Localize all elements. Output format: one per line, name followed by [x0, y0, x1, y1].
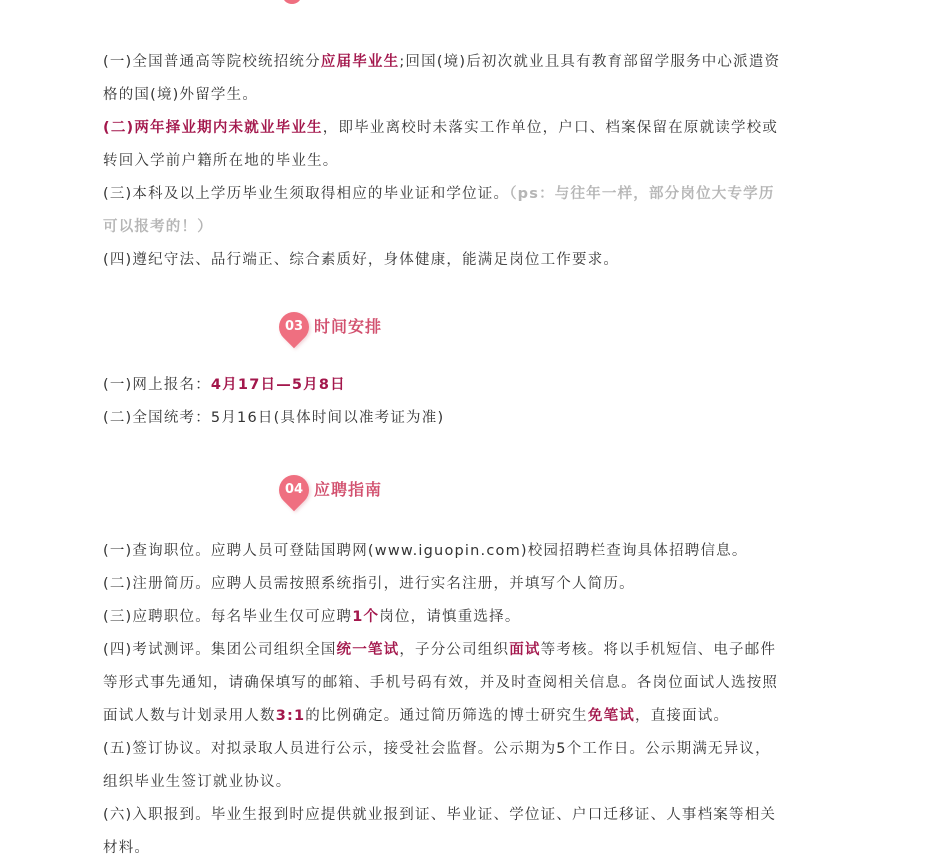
requirement-4: (四)遵纪守法、品行端正、综合素质好，身体健康，能满足岗位工作要求。: [103, 252, 620, 268]
guide-item-2: (二)注册简历。应聘人员需按照系统指引，进行实名注册，并填写个人简历。: [103, 576, 635, 592]
schedule-item-1: (一)网上报名：4月17日—5月8日: [103, 377, 346, 393]
highlight-unemployed-graduates: (二)两年择业期内未就业毕业生: [103, 120, 323, 136]
section-header-schedule: [103, 300, 781, 369]
highlight-interview: 面试: [509, 642, 541, 658]
schedule-item-2: (二)全国统考：5月16日(具体时间以准考证为准): [103, 410, 445, 426]
highlight-fresh-graduates: 应届毕业生: [320, 54, 400, 70]
section-number-badge: [279, 475, 309, 505]
requirement-3: (三)本科及以上学历毕业生须取得相应的毕业证和学位证。（ps：与往年一样，部分岗位大专学历可以报考的！）: [103, 186, 775, 235]
highlight-ratio: 3:1: [275, 708, 306, 724]
section-number-badge: [279, 312, 309, 342]
ps-note: （ps：与往年一样，部分岗位大专学历可以报考的！）: [103, 186, 775, 235]
highlight-registration-dates: 4月17日—5月8日: [210, 377, 346, 393]
section-title: 应聘指南: [314, 480, 383, 499]
guide-item-5: (五)签订协议。对拟录取人员进行公示，接受社会监督。公示期为5个工作日。公示期满无异议，组织毕业生签订就业协议。: [103, 741, 771, 790]
highlight-exam-exempt: 免笔试: [587, 708, 635, 724]
guide-item-3: (三)应聘职位。每名毕业生仅可应聘1个岗位，请慎重选择。: [103, 609, 521, 625]
section-title: 时间安排: [314, 317, 383, 336]
section-header-guide: [103, 463, 781, 535]
section-02-badge-partial: [278, 0, 306, 8]
highlight-written-exam: 统一笔试: [336, 642, 400, 658]
section-number: 04: [284, 482, 304, 497]
highlight-one-position: 1个: [352, 609, 380, 625]
requirement-1: (一)全国普通高等院校统招统分应届毕业生;回国(境)后初次就业且具有教育部留学服务中心派遣资格的国(境)外留学生。: [103, 54, 781, 103]
requirement-2: (二)两年择业期内未就业毕业生，即毕业离校时未落实工作单位，户口、档案保留在原就读学校或转回入学前户籍所在地的毕业生。: [103, 120, 779, 169]
section-number: 03: [284, 319, 304, 334]
guide-item-6: (六)入职报到。毕业生报到时应提供就业报到证、毕业证、学位证、户口迁移证、人事档案等相关材料。: [103, 807, 777, 856]
guide-item-1: (一)查询职位。应聘人员可登陆国聘网(www.iguopin.com)校园招聘栏查询具体招聘信息。: [103, 543, 748, 559]
guide-item-4: (四)考试测评。集团公司组织全国统一笔试，子分公司组织面试等考核。将以手机短信、电子邮件等形式事先通知，请确保填写的邮箱、手机号码有效，并及时查阅相关信息。各岗位面试人选按照面试人数与计划录用人数3:1的比例确定。通过简历筛选的博士研究生免笔试，直接面试。: [103, 642, 779, 724]
article-content: [103, 46, 781, 865]
